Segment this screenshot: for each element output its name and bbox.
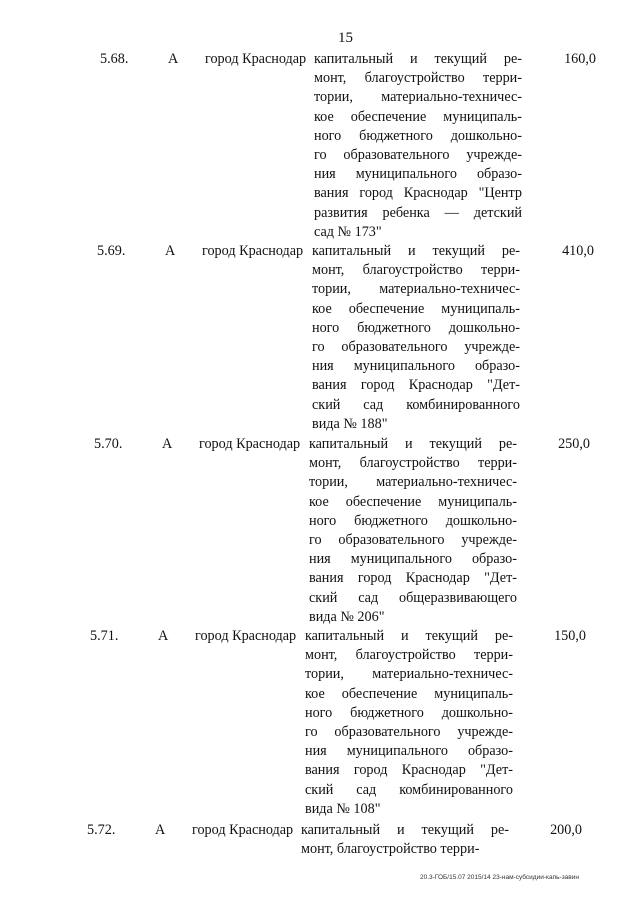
description-line: ного бюджетного дошкольно-	[314, 127, 522, 144]
description-line: вида № 206"	[309, 608, 385, 625]
description-line: ский сад комбинированного	[305, 781, 513, 798]
description-line: ного бюджетного дошкольно-	[305, 704, 513, 721]
row-city: город Краснодар	[199, 436, 301, 452]
row-description	[312, 242, 520, 434]
description-line: ного бюджетного дошкольно-	[312, 319, 520, 336]
description-line: капитальный и текущий ре-	[312, 243, 520, 259]
description-line: ния муниципального образо-	[314, 166, 522, 183]
description-line: кое обеспечение муниципаль-	[305, 685, 513, 702]
description-line: тории, материально-техничес-	[305, 666, 513, 683]
description-line: капитальный и текущий ре-	[305, 628, 513, 644]
row-description	[314, 50, 522, 242]
description-line: вания город Краснодар "Дет-	[305, 762, 513, 779]
description-line: капитальный и текущий ре-	[301, 822, 509, 838]
description-line: вания город Краснодар "Дет-	[312, 377, 520, 394]
description-line: ский сад общеразвивающего	[309, 589, 517, 606]
description-line: кое обеспечение муниципаль-	[314, 108, 522, 125]
description-line: ния муниципального образо-	[305, 743, 513, 760]
row-number: 5.70.	[94, 436, 123, 452]
row-amount: 200,0	[550, 822, 582, 838]
row-amount: 410,0	[562, 243, 594, 259]
row-description	[309, 435, 517, 627]
row-amount: 250,0	[558, 436, 590, 452]
row-number: 5.68.	[100, 51, 129, 67]
description-line: вания город Краснодар "Дет-	[309, 570, 517, 587]
description-line: го образовательного учрежде-	[314, 146, 522, 163]
row-amount: 150,0	[554, 628, 586, 644]
row-category: А	[165, 243, 176, 259]
description-line: монт, благоустройство терри-	[301, 841, 480, 858]
description-line: вида № 188"	[312, 415, 388, 432]
description-line: ния муниципального образо-	[309, 551, 517, 568]
description-line: развития ребенка — детский	[314, 204, 522, 221]
description-line: го образовательного учрежде-	[312, 338, 520, 355]
description-line: тории, материально-техничес-	[309, 474, 517, 491]
description-line: капитальный и текущий ре-	[309, 436, 517, 452]
document-footer: 20.3-ГОБ/15.07 2015/14 23-нам-субсидии-капь-завин	[420, 874, 579, 881]
description-line: вания город Краснодар "Центр	[314, 185, 522, 202]
row-category: А	[158, 628, 169, 644]
row-description	[301, 821, 509, 859]
row-number: 5.71.	[90, 628, 119, 644]
description-line: ский сад комбинированного	[312, 396, 520, 413]
row-category: А	[162, 436, 173, 452]
description-line: ного бюджетного дошкольно-	[309, 512, 517, 529]
description-line: монт, благоустройство терри-	[305, 647, 513, 664]
page-number: 15	[338, 30, 353, 46]
description-line: капитальный и текущий ре-	[314, 51, 522, 67]
row-description	[305, 627, 513, 819]
description-line: монт, благоустройство терри-	[314, 70, 522, 87]
row-city: город Краснодар	[195, 628, 297, 644]
row-city: город Краснодар	[192, 822, 294, 838]
description-line: го образовательного учрежде-	[309, 531, 517, 548]
description-line: кое обеспечение муниципаль-	[309, 493, 517, 510]
description-line: ния муниципального образо-	[312, 358, 520, 375]
description-line: тории, материально-техничес-	[312, 281, 520, 298]
row-city: город Краснодар	[205, 51, 307, 67]
description-line: тории, материально-техничес-	[314, 89, 522, 106]
description-line: сад № 173"	[314, 223, 382, 240]
description-line: монт, благоустройство терри-	[312, 262, 520, 279]
row-amount: 160,0	[564, 51, 596, 67]
description-line: монт, благоустройство терри-	[309, 455, 517, 472]
row-category: А	[155, 822, 166, 838]
description-line: вида № 108"	[305, 800, 381, 817]
description-line: го образовательного учрежде-	[305, 723, 513, 740]
row-number: 5.69.	[97, 243, 126, 259]
description-line: кое обеспечение муниципаль-	[312, 300, 520, 317]
row-category: А	[168, 51, 179, 67]
row-number: 5.72.	[87, 822, 116, 838]
row-city: город Краснодар	[202, 243, 304, 259]
